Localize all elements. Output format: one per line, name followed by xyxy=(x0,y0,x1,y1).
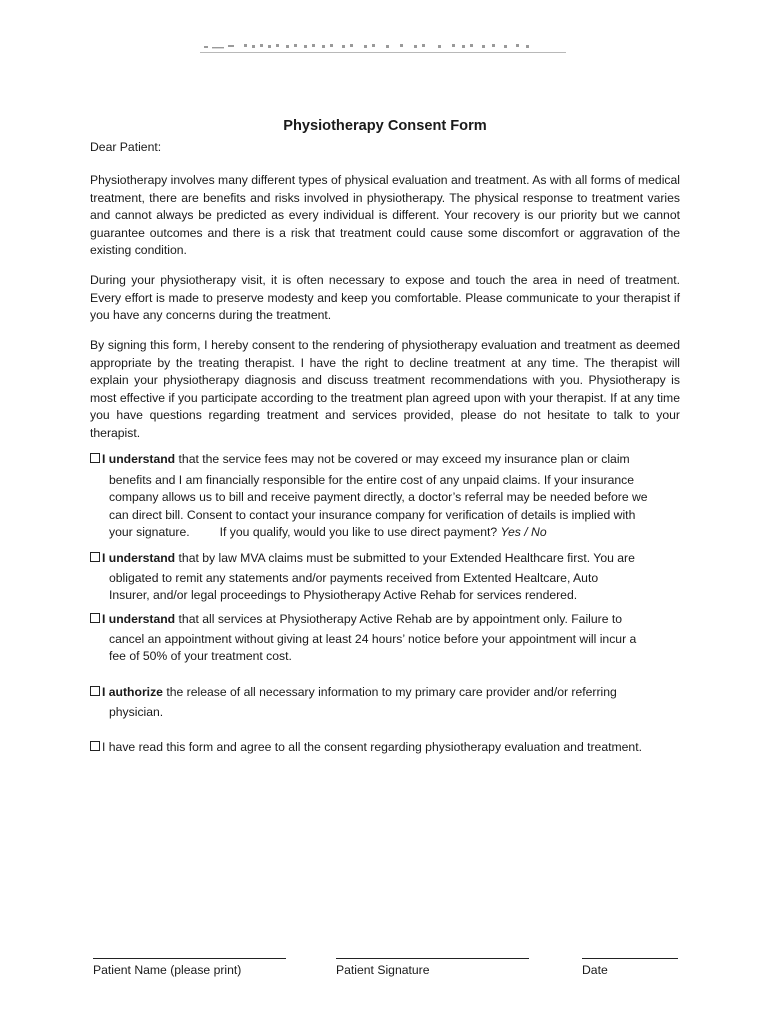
consent-paragraph: By signing this form, I hereby consent to the rendering of physiotherapy evaluation and treatment as deemed appropriate by the treating therapist. I have the right to decline treatment at any time. The therapist will explain your physiotherapy diagnosis and discuss treatment recommendations with you. Physiotherapy is most effective if you participate according to the treatment plan agreed upon with your therapist. If at any time you have questions regarding treatment and services provided, please do not hesitate to talk to your therapist. xyxy=(90,338,680,440)
patient-signature-label: Patient Signature xyxy=(336,963,430,977)
consent-item-appointments xyxy=(90,611,686,666)
date-label: Date xyxy=(582,963,608,977)
item-line: cancel an appointment without giving at least 24 hours’ notice before your appointment will incur a xyxy=(109,631,637,646)
direct-payment-no[interactable]: No xyxy=(531,525,547,540)
letterhead-strip xyxy=(200,40,566,53)
form-title: Physiotherapy Consent Form xyxy=(283,118,487,134)
modesty-paragraph: During your physiotherapy visit, it is often necessary to expose and touch the area in need of treatment. Every effort is made to preserve modesty and keep you comfortable. Please communicate to your therapist if you have any concerns during the treatment. xyxy=(90,273,680,323)
item-bold-label: I understand xyxy=(102,452,176,466)
item-line: fee of 50% of your treatment cost. xyxy=(109,649,292,664)
item-bold-label: I authorize xyxy=(102,685,163,699)
consent-item-fees xyxy=(90,451,686,542)
consent-item-mva xyxy=(90,550,686,605)
patient-signature-line[interactable] xyxy=(336,958,529,959)
item-line: physician. xyxy=(109,704,164,719)
consent-item-agreement xyxy=(90,739,686,757)
item-line: benefits and I am financially responsible for the entire cost of any unpaid claims. If your insurance xyxy=(109,472,635,487)
item-text: that all services at Physiotherapy Active Rehab are by appointment only. Failure to xyxy=(175,612,623,626)
yes-no-separator: / xyxy=(524,525,528,540)
item-text: I have read this form and agree to all the consent regarding physiotherapy evaluation and treatment. xyxy=(102,740,642,754)
consent-item-authorize xyxy=(90,684,686,721)
patient-name-label: Patient Name (please print) xyxy=(93,963,242,977)
direct-payment-question: If you qualify, would you like to use direct payment? xyxy=(219,525,498,540)
item-text: that by law MVA claims must be submitted to your Extended Healthcare first. You are xyxy=(175,551,635,565)
item-bold-label: I understand xyxy=(102,551,176,565)
authorize-checkbox[interactable] xyxy=(90,686,100,696)
item-line: company allows us to bill and receive payment directly, a doctor’s referral may be needed before we xyxy=(109,490,648,505)
item-text: that the service fees may not be covered or may exceed my insurance plan or claim xyxy=(175,452,630,466)
item-line: your signature. xyxy=(109,525,190,540)
direct-payment-line xyxy=(109,524,686,542)
mva-checkbox[interactable] xyxy=(90,552,100,562)
item-line: Insurer, and/or legal proceedings to Physiotherapy Active Rehab for services rendered. xyxy=(109,588,578,603)
date-line[interactable] xyxy=(582,958,678,959)
item-text: the release of all necessary information to my primary care provider and/or referring xyxy=(162,685,617,699)
intro-paragraph: Physiotherapy involves many different types of physical evaluation and treatment. As with all forms of medical treatment, there are benefits and risks involved in physiotherapy. The physical response to treatment varies and cannot always be predicted as every individual is different. Your recovery is our priority but we cannot guarantee outcomes and there is a risk that treatment could cause some discomfort or aggravation of the existing condition. xyxy=(90,173,680,258)
item-line: obligated to remit any statements and/or payments received from Extented Healtcare, Auto xyxy=(109,570,599,585)
item-line: can direct bill. Consent to contact your insurance company for verification of details is implied with xyxy=(109,507,636,522)
agreement-checkbox[interactable] xyxy=(90,741,100,751)
patient-name-line[interactable] xyxy=(93,958,286,959)
fees-checkbox[interactable] xyxy=(90,453,100,463)
letterhead-faded-text xyxy=(200,40,566,52)
appointments-checkbox[interactable] xyxy=(90,613,100,623)
greeting: Dear Patient: xyxy=(90,140,162,154)
item-bold-label: I understand xyxy=(102,612,176,626)
direct-payment-yes[interactable]: Yes xyxy=(500,525,521,540)
